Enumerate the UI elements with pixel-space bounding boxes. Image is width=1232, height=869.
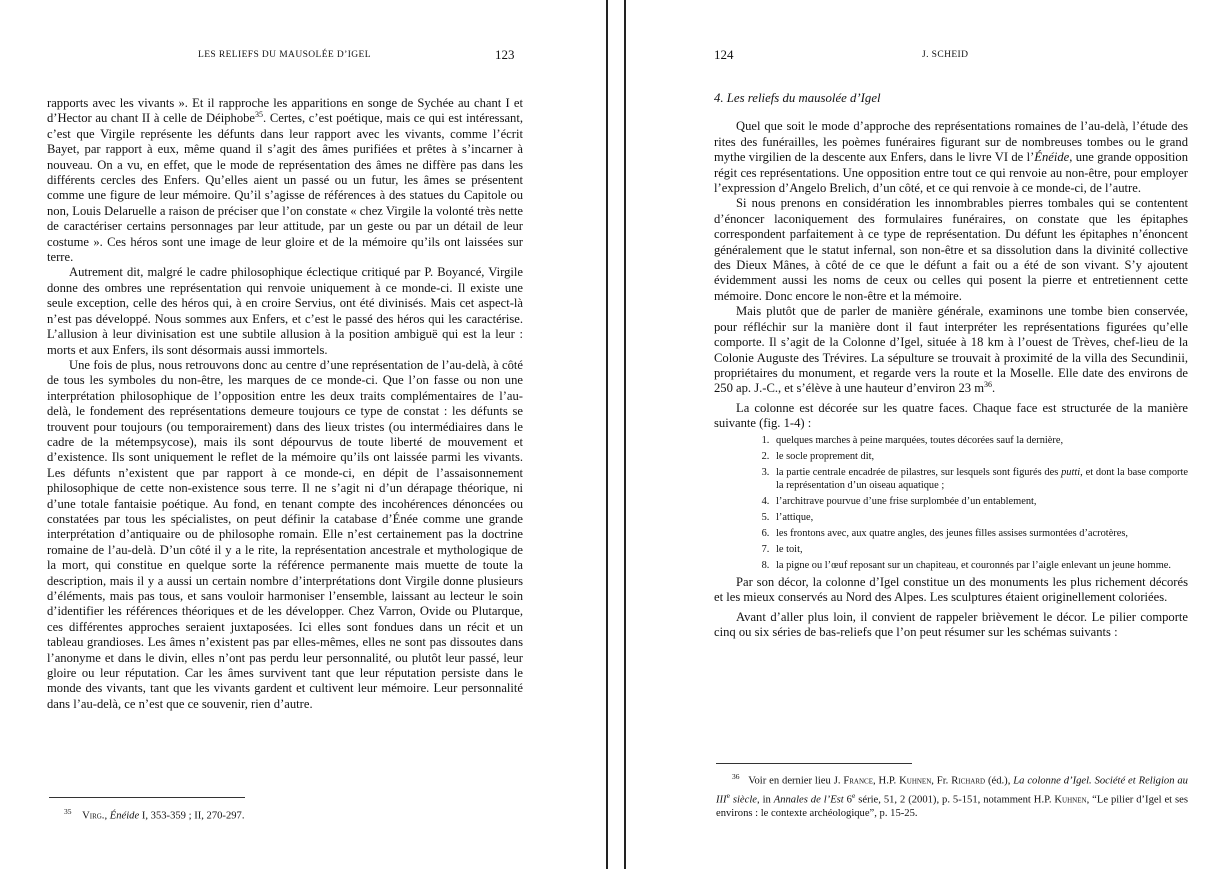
- paragraph: Si nous prenons en considération les innombrables pierres tombales qui se contentent d’énoncer laconiquement des formulaires funéraires, on constate que les épitaphes correspondent parfaitement à ce type de représentation. Du défunt les épitaphes n’énoncent généralement que le statut infernal, son non-être et sa dissolution dans la divinité collective des Dieux Mânes, à côté de ce que le défunt a fait ou a été de son vivant. S’y ajoutent évidemment aussi les noms de ceux ou celles qui posent la pierre et entretiennent cette mémoire. Donc encore le non-être et la mémoire.: [714, 196, 1188, 303]
- footnote-journal: Annales de l’Est: [773, 794, 844, 806]
- footnote-ref: 35: [255, 110, 264, 120]
- paragraph-text: rapports avec les vivants ». Et il rapproche les apparitions en songe de Sychée au chant I et d’Hector au chant II à celle de Déiphobe: [47, 96, 523, 126]
- footnote-ref: 36: [984, 380, 992, 390]
- work-title: Énéide: [1034, 150, 1070, 165]
- paragraph: La colonne est décorée sur les quatre faces. Chaque face est structurée de la manière suivante (fig. 1-4) :: [714, 400, 1188, 431]
- left-page: [0, 0, 606, 869]
- footnote-number: 36: [732, 772, 740, 781]
- paragraph-text: Quel que soit le mode d’approche des représentations romaines de l’au-delà, l’étude des rites des funérailles, les poèmes funéraires figurant sur de nombreuses tombes ou le grand mythe virgilien de la descente aux Enfers, dans le livre VI de l’: [714, 119, 1188, 165]
- footnote-author: Kuhnen: [899, 775, 932, 787]
- footnote-sup: e: [726, 790, 730, 800]
- footnote-author: Richard: [951, 775, 986, 787]
- paragraph: [47, 96, 523, 265]
- footnote-rule: [716, 763, 912, 764]
- body-text: [714, 91, 1188, 641]
- faces-list: [714, 434, 1188, 573]
- body-text: [47, 96, 523, 712]
- list-item: 4. l’architrave pourvue d’une frise surplombée d’un entablement,: [772, 495, 1188, 509]
- footnote-text: , Fr.: [931, 775, 952, 787]
- footnote: [716, 770, 1188, 821]
- section-title: 4. Les reliefs du mausolée d’Igel: [714, 91, 881, 105]
- footnote-title: siècle: [729, 794, 757, 806]
- footnote-text: , “Le pilier d’Igel et ses environs : le contexte archéologique”, p. 15-25.: [716, 794, 1188, 820]
- footnote-text: , H.P.: [873, 775, 900, 787]
- paragraph: [714, 119, 1188, 196]
- footnote-work: Énéide: [109, 810, 140, 822]
- footnote-author: France: [843, 775, 873, 787]
- list-item: 7. le toit,: [772, 543, 1188, 557]
- footnote: $^{35}$ Virg., Énéide I, 353-359 ; II, 270-297.: [64, 807, 245, 822]
- paragraph-text: .: [992, 381, 996, 396]
- list-item: 8. la pigne ou l’œuf reposant sur un chapiteau, et couronnés par l’aigle enlevant un jeune homme.: [772, 559, 1188, 573]
- footnote-text: 6: [843, 794, 852, 806]
- footnote-title: La colonne d’Igel. Société et Religion au III: [716, 775, 1188, 806]
- page-divider: [606, 0, 608, 869]
- paragraph: Une fois de plus, nous retrouvons donc au centre d’une représentation de l’au-delà, à côté de tous les symboles du non-être, les marques de ce monde-ci. Que l’on fasse ou non une interprétation philosophique de l’opposition entre les deux traits complémentaires de l’au-delà, le fondement des représentations demeure toujours ce type de constat : les défunts se trouvent pour toujours (ou temporairement) dans des lieux tristes (ou intermédiaires dans le cadre de la métempsycose), mais ils sont dépourvus de toute liberté de mouvement et d’existence. Ils sont uniquement le reflet de la mémoire qu’ils ont laissée parmi les vivants. Les défunts n’existent que par rapport à ce monde-ci, en dépit de l’assaisonnement philosophique de cette non-existence sous terre. Il ne s’agit ni d’un dérapage théorique, ni d’une totale fantaisie poétique. Au fond, en tenant compte des incohérences dénoncées ou constatées par tous les spécialistes, on peut définir la catabase d’Énée comme une grande interprétation d’antiquaire ou de philosophe romain. Elle n’est certainement pas la doctrine romaine de l’au-delà. D’un côté il y a le rite, la représentation ancestrale et mythologique de la mort, qui constitue en quelque sorte la référence permanente mais muette de toute la description, mais il y a aussi un certain nombre d’interprétations dont Virgile donne plusieurs d’éléments, mais pas tous, et sans vouloir harmoniser l’ensemble, laissant au lecteur le soin d’identifier les références théoriques et de les développer. Chez Varron, Ovide ou Plutarque, ces différentes approches seraient juxtaposées. Ici elles sont fondues dans un récit et un tableau grandioses. Les âmes n’existent pas par elles-mêmes, elles ne sont pas dissoutes dans l’anonyme et dans le divin, elles n’ont pas perdu leur personnalité, ou plutôt leur passé, leur gloire ou leur réputation. Car les âmes survivent tant que leur réputation persiste dans le monde des vivants, tant que les vivants gardent et cultivent leur mémoire. Leur personnalité dans l’au-delà, ce n’est que ce souvenir, rien d’autre.: [47, 357, 523, 711]
- paragraph: Avant d’aller plus loin, il convient de rappeler brièvement le décor. Le pilier comporte cinq ou six séries de bas-reliefs que l’on peut résumer sur les schémas suivants :: [714, 609, 1188, 640]
- list-item: 2. le socle proprement dit,: [772, 450, 1188, 464]
- running-head: LES RELIEFS DU MAUSOLÉE D’IGEL: [198, 50, 371, 60]
- footnote-text: série, 51, 2 (2001), p. 5-151, notamment H.P.: [855, 794, 1055, 806]
- page-number: 124: [714, 47, 734, 62]
- paragraph-text: Mais plutôt que de parler de manière générale, examinons une tombe bien conservée, pour réfléchir sur la manière dont il faut interpréter les représentations figurées qu’elle comporte. Il s’agit de la Colonne d’Igel, située à 18 km à l’ouest de Trèves, chef-lieu de la Colonie Auguste des Trévires. La sépulture se trouvait à proximité de la villa des Secundinii, propriétaires du monument, et regarde vers la route et la Moselle. Elle date des environs de 250 ap. J.-C., et s’élève à une hauteur d’environ 23 m: [714, 304, 1188, 396]
- running-head: J. SCHEID: [922, 50, 969, 60]
- paragraph: [714, 304, 1188, 396]
- paragraph: Autrement dit, malgré le cadre philosophique éclectique critiqué par P. Boyancé, Virgile donne des ombres une représentation qui renvoie uniquement à ce monde-ci. Il existe une seule exception, celle des héros qui, à en croire Servius, ont été divinisés. Mais cet aspect-là n’est pas développé. Nous sommes aux Enfers, et c’est le passé des héros qui les caractérise. L’allusion à leur divinisation est une subtile allusion à la position ambiguë qui est la leur : morts et aux Enfers, ils sont désormais aussi immortels.: [47, 265, 523, 357]
- footnote-text: (éd.),: [985, 775, 1014, 787]
- footnote-text: , in: [756, 794, 774, 806]
- footnote-number: 35: [64, 807, 72, 816]
- footnote-sup: e: [851, 790, 856, 800]
- list-item: 6. les frontons avec, aux quatre angles, des jeunes filles assises surmontées d’acrotères,: [772, 527, 1188, 541]
- paragraph-text: , une grande opposition régit ces représentations. Une opposition entre tout ce qui renvoie au non-être, pour employer l’expression d’Angelo Brelich, d’un côté, et ce qui renvoie à ce monde-ci, de l’autre.: [714, 150, 1188, 196]
- paragraph: Par son décor, la colonne d’Igel constitue un des monuments les plus richement décorés et les mieux conservés au Nord des Alpes. Les sculptures étaient originellement coloriées.: [714, 575, 1188, 605]
- footnote-ref-text: I, 353-359 ; II, 270-297.: [139, 810, 245, 822]
- list-item: 3. la partie centrale encadrée de pilastres, sur lesquels sont figurés des putti, et dont la base comporte la représentation d’un oiseau aquatique ;: [772, 466, 1188, 493]
- paragraph-text: . Certes, c’est poétique, mais ce qui est intéressant, c’est que Virgile représente les défunts dans leur rapport avec les vivants, comme l’écrit Bayet, par rapport à eux, même quand il s’agit des âmes purifiées et prêtes à s’incarner à nouveau. On a vu, en effet, que le mode de représentation des âmes ne diffère pas dans les différents cercles des Enfers. Qu’elles aient un passé ou un futur, les âmes se présentent comme une figure de leur mémoire. Qu’il s’agisse de références à des statues du Capitole ou non, Louis Delaruelle a raison de préciser que l’on constate « chez Virgile la volonté très nette de caractériser certains personnages par leur attitude, par un geste ou par un détail de leur costume ». Ces héros sont une image de leur gloire et de la mémoire qu’ils ont laissées sur terre.: [47, 111, 524, 265]
- footnote-author: Virg.: [82, 810, 105, 822]
- footnote-rule: [49, 797, 245, 798]
- right-page: [626, 0, 1232, 869]
- page-number: 123: [495, 47, 515, 62]
- list-item: 5. l’attique,: [772, 511, 1188, 525]
- list-item: 1. quelques marches à peine marquées, toutes décorées sauf la dernière,: [772, 434, 1188, 448]
- footnote-text: Voir en dernier lieu J.: [748, 775, 844, 787]
- footnote-author: Kuhnen: [1054, 794, 1087, 806]
